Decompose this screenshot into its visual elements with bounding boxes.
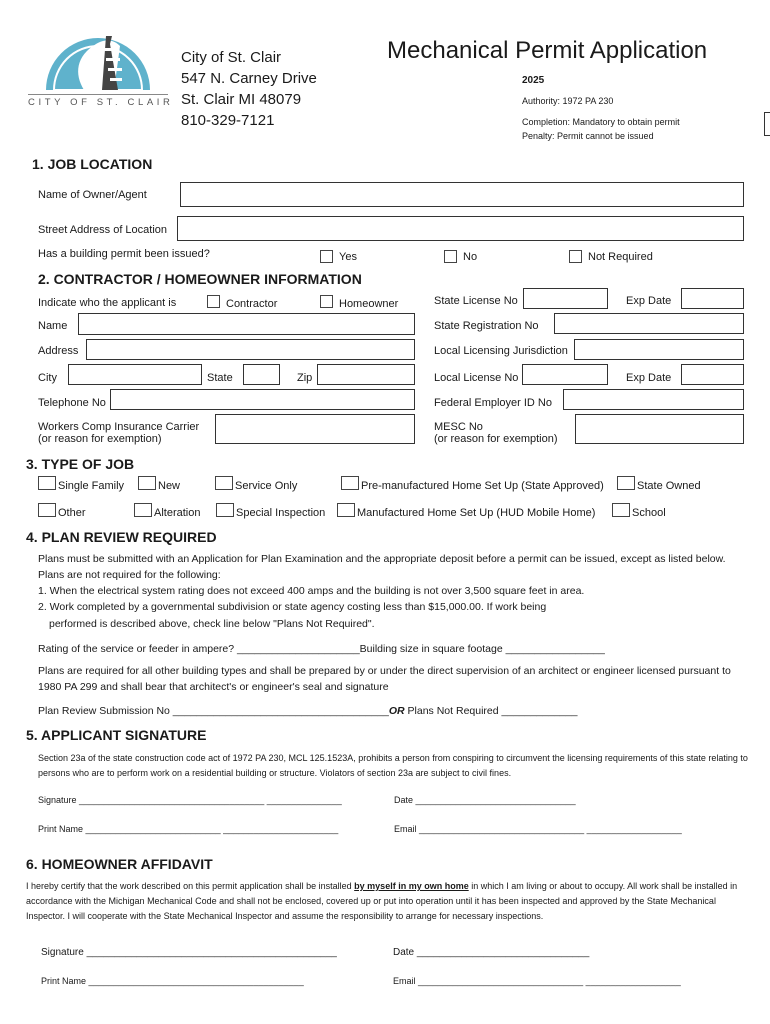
plan-submission-line[interactable] — [38, 703, 577, 719]
new-label: New — [158, 480, 181, 492]
form-title: Mechanical Permit Application — [387, 37, 708, 64]
contractor-label: Contractor — [226, 298, 278, 310]
state-owned-checkbox[interactable] — [617, 476, 635, 490]
other-label: Other — [58, 507, 86, 519]
city-phone: 810-329-7121 — [181, 112, 275, 129]
premanufactured-checkbox[interactable] — [341, 476, 359, 490]
form-completion: Completion: Mandatory to obtain permit — [522, 117, 680, 127]
contractor-checkbox[interactable] — [207, 295, 220, 308]
telephone-field[interactable] — [110, 389, 415, 410]
plan-intro: Plans must be submitted with an Application for Plan Examination and the appropriate deposit before a permit can be issued, except as listed below. Plans are not required for the following: — [38, 553, 726, 581]
section-3-heading: 3. TYPE OF JOB — [26, 456, 135, 472]
plans-required-text: Plans are required for all other building types and shall be prepared by or under the direct supervision of an architect or engineer licensed pursuant to 1980 PA 299 and shall bear that architect's or engineer's seal and signature — [38, 665, 731, 693]
special-inspection-label: Special Inspection — [236, 507, 326, 519]
form-penalty: Penalty: Permit cannot be issued — [522, 131, 654, 141]
city-field[interactable] — [68, 364, 202, 385]
manufactured-checkbox[interactable] — [337, 503, 355, 517]
state-field[interactable] — [243, 364, 280, 385]
permit-yes-checkbox[interactable] — [320, 250, 333, 263]
jurisdiction-label: Local Licensing Jurisdiction — [434, 345, 568, 357]
section-1-heading: 1. JOB LOCATION — [32, 156, 153, 172]
exp-date-2-field[interactable] — [681, 364, 744, 385]
permit-notreq-label: Not Required — [588, 251, 653, 263]
zip-label: Zip — [297, 372, 313, 384]
address-label: Address — [38, 345, 79, 357]
permit-no-label: No — [463, 251, 478, 263]
city-name: City of St. Clair — [181, 49, 282, 66]
single-family-checkbox[interactable] — [38, 476, 56, 490]
section-23a-text: Section 23a of the state construction code act of 1972 PA 230, MCL 125.1523A, prohibits a person from conspiring to circumvent the licensing requirements of this state relating to persons who are to perform work on a residential building or structure. Violators of section 23a are subject to civil fines. — [38, 753, 748, 778]
telephone-label: Telephone No — [38, 397, 106, 409]
workers-label: Workers Comp Insurance Carrier — [38, 421, 200, 433]
homeowner-label: Homeowner — [339, 298, 399, 310]
plan-exception-2b: performed is described above, check line below "Plans Not Required". — [49, 618, 375, 630]
permit-notreq-checkbox[interactable] — [569, 250, 582, 263]
section-2-heading: 2. CONTRACTOR / HOMEOWNER INFORMATION — [38, 271, 362, 287]
owner-label: Name of Owner/Agent — [38, 189, 147, 201]
city-label: City — [38, 372, 57, 384]
applicant-signature-line[interactable]: Signature _____________________________________ _______________ — [38, 795, 342, 805]
service-only-label: Service Only — [235, 480, 298, 492]
special-inspection-checkbox[interactable] — [216, 503, 234, 517]
new-checkbox[interactable] — [138, 476, 156, 490]
premanufactured-label: Pre-manufactured Home Set Up (State Approved) — [361, 480, 604, 492]
workers-exempt-label: (or reason for exemption) — [38, 433, 162, 445]
address-field[interactable] — [86, 339, 415, 360]
single-family-label: Single Family — [58, 480, 125, 492]
affidavit-emphasis: by myself in my own home — [354, 881, 469, 891]
local-license-label: Local License No — [434, 372, 519, 384]
homeowner-print-name-line[interactable]: Print Name ___________________________________________ — [41, 976, 304, 986]
applicant-email-line[interactable]: Email _________________________________ ___________________ — [394, 824, 682, 834]
manufactured-label: Manufactured Home Set Up (HUD Mobile Home) — [357, 507, 596, 519]
local-license-field[interactable] — [522, 364, 608, 385]
state-owned-label: State Owned — [637, 480, 701, 492]
registration-label: State Registration No — [434, 320, 539, 332]
logo-text: CITY OF ST. CLAIR — [28, 97, 174, 108]
permit-no-checkbox[interactable] — [444, 250, 457, 263]
permit-question: Has a building permit been issued? — [38, 248, 210, 260]
state-license-label: State License No — [434, 295, 518, 307]
affidavit-part-2: in which I am living or about to occupy. All work shall be installed in accordance with the Michigan Mechanical Code and shall not be enclosed, covered up or put into operation until it has been inspected and approved by the State Mechanical Inspector. I will cooperate with the State Mechanical Inspector and assume the responsibility to arrange for necessary inspections. — [26, 881, 738, 921]
jurisdiction-field[interactable] — [574, 339, 744, 360]
name-field[interactable] — [78, 313, 415, 335]
section-4-heading: 4. PLAN REVIEW REQUIRED — [26, 529, 217, 545]
form-authority: Authority: 1972 PA 230 — [522, 96, 614, 106]
workers-field[interactable] — [215, 414, 415, 444]
plan-exception-1: 1. When the electrical system rating does not exceed 400 amps and the building is not over 3,500 square feet in area. — [38, 585, 585, 597]
section-6-heading: 6. HOMEOWNER AFFIDAVIT — [26, 856, 213, 872]
registration-field[interactable] — [554, 313, 744, 334]
plans-not-required-label: Plans Not Required _____________ — [404, 705, 578, 717]
edge-mark — [764, 112, 770, 136]
street-label: Street Address of Location — [38, 224, 168, 236]
alteration-checkbox[interactable] — [134, 503, 152, 517]
school-label: School — [632, 507, 666, 519]
state-license-field[interactable] — [523, 288, 608, 309]
federal-field[interactable] — [563, 389, 744, 410]
affidavit-text — [26, 879, 748, 924]
homeowner-date-line[interactable]: Date _______________________________ — [393, 947, 590, 958]
zip-field[interactable] — [317, 364, 415, 385]
city-street: 547 N. Carney Drive — [181, 70, 317, 87]
applicant-date-line[interactable]: Date ________________________________ — [394, 795, 576, 805]
owner-field[interactable] — [180, 182, 744, 207]
plan-submission-label: Plan Review Submission No _____________________________________ — [38, 705, 389, 717]
other-checkbox[interactable] — [38, 503, 56, 517]
homeowner-checkbox[interactable] — [320, 295, 333, 308]
name-label: Name — [38, 320, 68, 332]
federal-label: Federal Employer ID No — [434, 397, 552, 409]
exp-date-field[interactable] — [681, 288, 744, 309]
service-only-checkbox[interactable] — [215, 476, 233, 490]
applicant-print-name-line[interactable]: Print Name ___________________________ _______________________ — [38, 824, 339, 834]
exp-date-2-label: Exp Date — [626, 372, 672, 384]
state-label: State — [207, 372, 233, 384]
mesc-label: MESC No — [434, 421, 483, 433]
affidavit-part-1: I hereby certify that the work described on this permit application shall be installed — [26, 881, 355, 891]
section-5-heading: 5. APPLICANT SIGNATURE — [26, 727, 207, 743]
street-field[interactable] — [177, 216, 744, 241]
exp-date-label: Exp Date — [626, 295, 672, 307]
rating-line[interactable]: Rating of the service or feeder in ampere? _____________________Building size in square footage _________________ — [38, 643, 605, 655]
homeowner-signature-line[interactable]: Signature _____________________________________________ — [41, 947, 337, 958]
form-year: 2025 — [522, 75, 545, 86]
mesc-exempt-label: (or reason for exemption) — [434, 433, 558, 445]
or-text: OR — [388, 705, 405, 717]
city-logo — [26, 28, 174, 114]
permit-yes-label: Yes — [339, 251, 357, 263]
alteration-label: Alteration — [154, 507, 201, 519]
plan-exception-2: 2. Work completed by a governmental subdivision or state agency costing less than $15,000.00. If work being — [38, 601, 547, 613]
city-state-zip: St. Clair MI 48079 — [181, 91, 302, 108]
school-checkbox[interactable] — [612, 503, 630, 517]
mesc-field[interactable] — [575, 414, 744, 444]
homeowner-email-line[interactable]: Email _________________________________ ___________________ — [393, 976, 681, 986]
applicant-label: Indicate who the applicant is — [38, 297, 177, 309]
